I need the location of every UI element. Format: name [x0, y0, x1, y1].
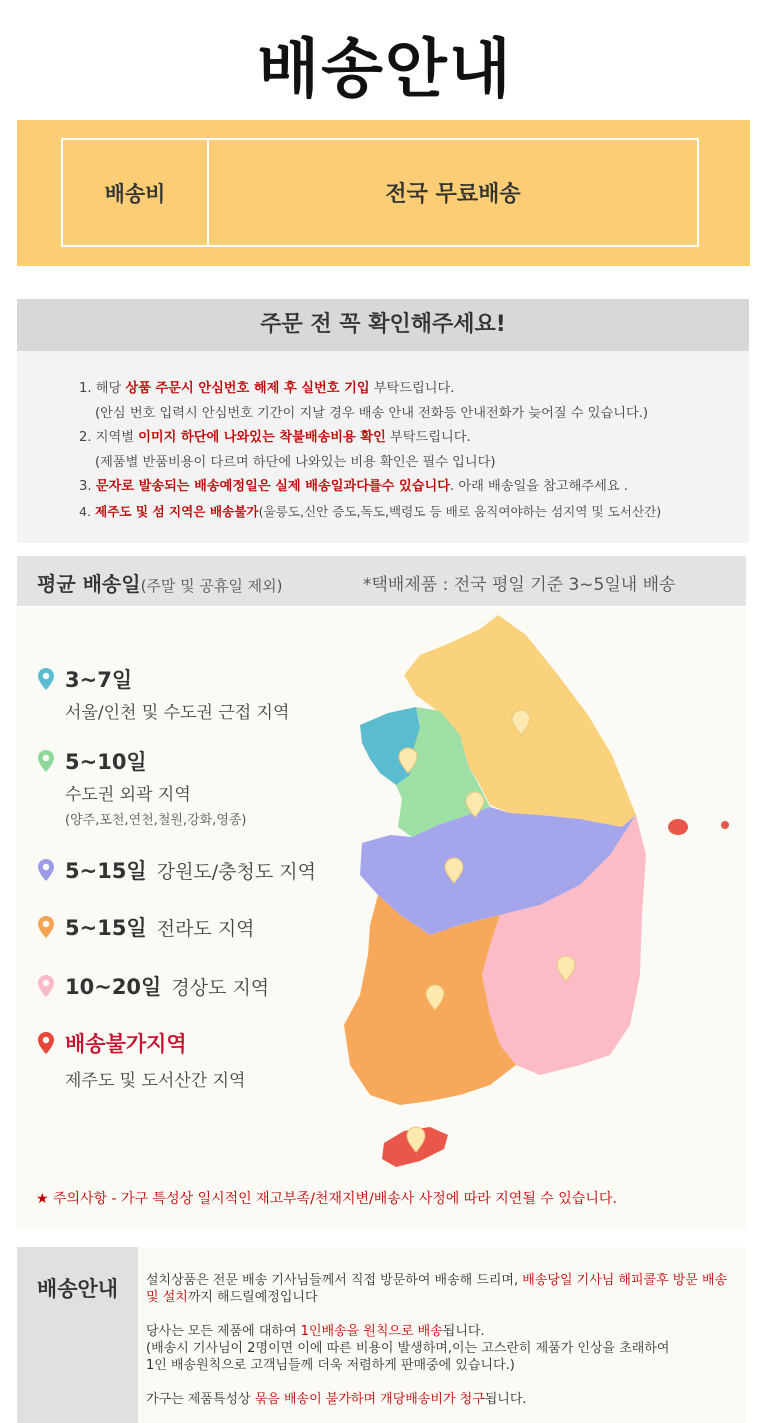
legend-days: 10~20일 경상도 지역 [65, 975, 270, 999]
order-notice-list [79, 377, 749, 524]
notice-item-1-detail: (안심 번호 입력시 안심번호 기간이 지날 경우 배송 안내 전화등 안내전화가 늦어질 수 있습니다.) [95, 405, 649, 421]
delivery-guide-text [146, 1272, 736, 1423]
order-notice [17, 299, 749, 543]
legend-desc: 수도권 외곽 지역 [65, 785, 191, 805]
map-pin-icon [38, 916, 54, 938]
shipping-fee-table [61, 138, 699, 247]
notice-item-3: 3. 문자로 발송되는 배송예정일은 실제 배송일과다를수 있습니다. 아래 배송일을 참고해주세요 . [79, 479, 628, 494]
legend-days: 5~10일 [65, 750, 147, 774]
delay-caution: ★ 주의사항 - 가구 특성상 일시적인 재고부족/천재지변/배송사 사정에 따라 지연될 수 있습니다. [36, 1191, 617, 1207]
map-pin-icon [38, 859, 54, 881]
region-dokdo [721, 821, 729, 829]
parcel-delivery-note: *택배제품 : 전국 평일 기준 3~5일내 배송 [363, 575, 676, 595]
legend-desc: 제주도 및 도서산간 지역 [65, 1071, 246, 1091]
map-pin-icon [38, 750, 54, 772]
delivery-guide-paragraph-2: 당사는 모든 제품에 대하여 1인배송을 원칙으로 배송됩니다. (배송시 기사님이 2명이면 이에 따른 비용이 발생하며,이는 고스란히 제품가 인상을 초래하여 1인 배송원칙으로 고객님들께 더욱 저렴하게 판매중에 있습니다.) [146, 1324, 670, 1373]
korea-region-map [340, 615, 740, 1175]
region-ulleungdo [668, 819, 688, 835]
legend-days: 5~15일 강원도/충청도 지역 [65, 859, 316, 883]
average-delivery-title: 평균 배송일(주말 및 공휴일 제외) [37, 572, 283, 596]
delivery-guide-paragraph-3: 가구는 제품특성상 묶음 배송이 불가하며 개당배송비가 청구됩니다. [146, 1392, 527, 1407]
shipping-fee-value: 전국 무료배송 [385, 182, 521, 207]
order-notice-heading: 주문 전 꼭 확인해주세요! [17, 299, 749, 351]
map-pin-icon [38, 975, 54, 997]
legend-detail: (양주,포천,연천,철원,강화,영종) [65, 813, 247, 828]
notice-item-1: 1. 해당 상품 주문시 안심번호 해제 후 실번호 기입 부탁드립니다. [79, 381, 455, 396]
page-title: 배송안내 [257, 33, 513, 107]
shipping-fee-label: 배송비 [63, 140, 209, 245]
delivery-guide-paragraph-1: 설치상품은 전문 배송 기사님들께서 직접 방문하여 배송해 드리며, 배송당일 기사님 해피콜후 방문 배송 및 설치까지 해드릴예정입니다 [146, 1273, 728, 1305]
shipping-fee-box [17, 120, 750, 266]
notice-item-2: 2. 지역별 이미지 하단에 나와있는 착불배송비용 확인 부탁드립니다. [79, 430, 471, 445]
map-pin-icon [38, 1032, 54, 1054]
legend-days: 5~15일 전라도 지역 [65, 916, 255, 940]
delivery-guide [17, 1247, 746, 1423]
delivery-guide-label: 배송안내 [17, 1247, 138, 1423]
legend-desc: 서울/인천 및 수도권 근접 지역 [65, 703, 290, 723]
average-delivery-header [17, 556, 746, 606]
notice-item-2-detail: (제품별 반품비용이 다르며 하단에 나와있는 비용 확인은 필수 입니다) [95, 454, 496, 470]
map-pin-icon [38, 668, 54, 690]
notice-item-4: 4. 제주도 및 섬 지역은 배송불가(울릉도,신안 증도,독도,백령도 등 배로 움직여야하는 섬지역 및 도서산간) [79, 503, 662, 519]
legend-days: 배송불가지역 [65, 1032, 187, 1056]
legend-days: 3~7일 [65, 668, 133, 692]
